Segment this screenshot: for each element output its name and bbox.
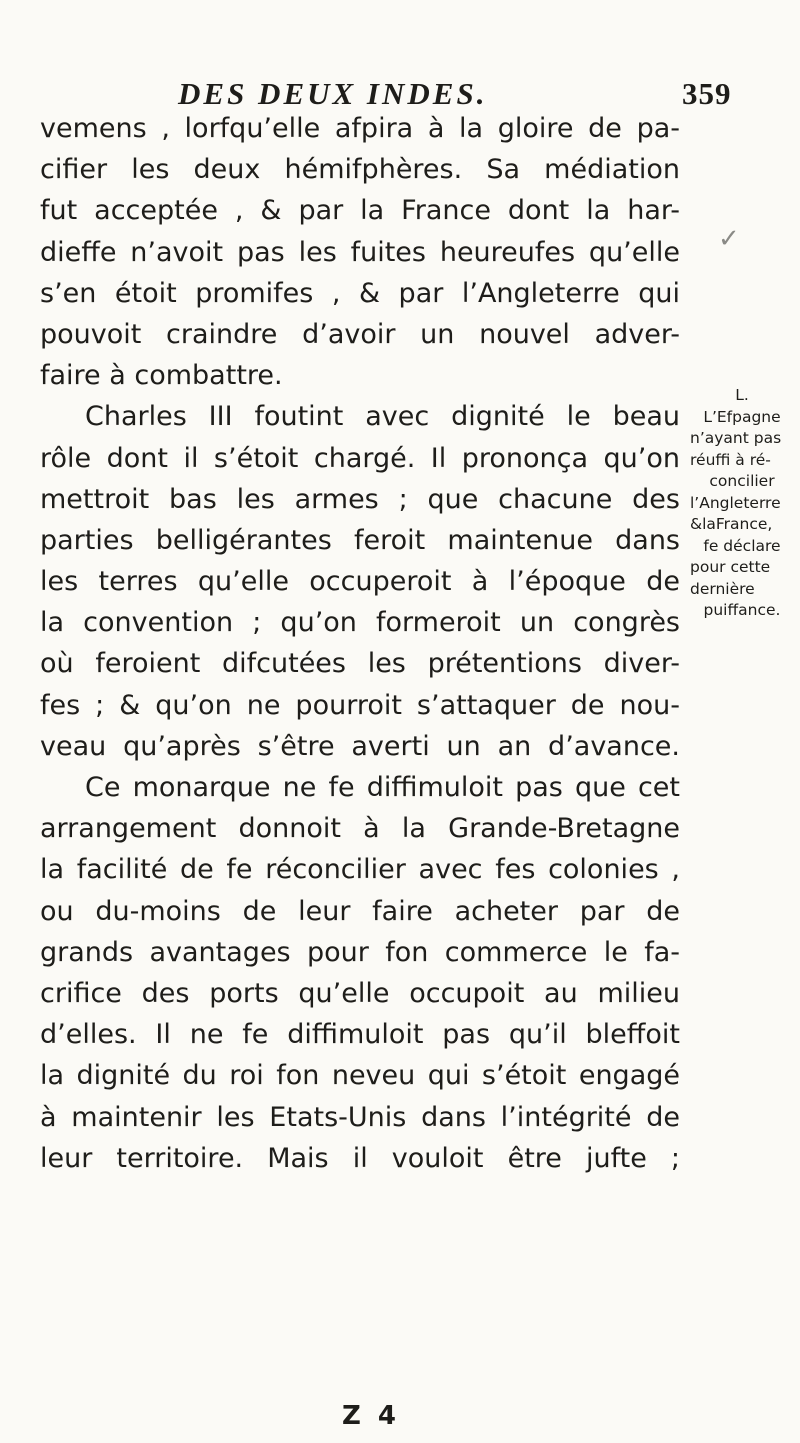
text-line: où feroient difcutées les prétentions diver- [40,648,680,680]
text-line: crifice des ports qu’elle occupoit au milieu [40,977,680,1009]
text-line: mettroit bas les armes ; que chacune des [40,483,680,515]
marginal-note-line: pour cette [690,558,771,576]
text-line: parties belligérantes feroit maintenue dans [40,524,680,556]
text-line: grands avantages pour fon commerce le fa- [40,936,680,968]
paragraph-start-line: Charles III foutint avec dignité le beau [85,401,680,433]
text-line: les terres qu’elle occuperoit à l’époque de [40,566,680,598]
marginal-note-line: dernière [690,579,755,598]
marginal-note-line: l’Angleterre [690,493,781,512]
marginal-note-line: n’ayant pas [690,429,782,447]
text-line: leur territoire. Mais il vouloit être jufte ; [40,1142,680,1174]
text-line: veau qu’après s’être averti un an d’avance. [40,730,680,762]
text-line: dieffe n’avoit pas les fuites heureufes qu’elle [40,236,680,268]
text-line: rôle dont il s’étoit chargé. Il prononça qu’on [40,442,680,474]
marginal-note-line: &laFrance, [690,515,773,533]
text-line: ou du-moins de leur faire acheter par de [40,895,680,927]
text-line: pouvoit craindre d’avoir un nouvel adver- [40,318,680,350]
marginal-note-line: L’Efpagne [703,407,781,426]
marginal-note-line: puiffance. [703,601,781,619]
marginal-note [690,385,794,622]
marginal-note-line: concilier [709,472,775,490]
text-line: fes ; & qu’on ne pourroit s’attaquer de nou- [40,689,680,721]
text-line: s’en étoit promifes , & par l’Angleterre qui [40,277,680,309]
text-line: faire à combattre. [40,360,283,392]
running-title: DES DEUX INDES. [178,76,488,111]
text-line: la dignité du roi fon neveu qui s’étoit engagé [40,1060,680,1092]
marginal-note-number: L. [735,386,749,404]
text-line: vemens , lorfqu’elle afpira à la gloire de pa- [40,113,680,144]
marginal-note-line: réuffi à ré- [690,450,771,469]
page-number: 359 [682,76,732,111]
text-line: à maintenir les Etats-Unis dans l’intégrité de [40,1101,680,1133]
body-text [40,108,680,1179]
text-line: la convention ; qu’on formeroit un congrès [40,607,680,639]
text-line: d’elles. Il ne fe diffimuloit pas qu’il bleffoit [40,1019,680,1051]
marginal-note-line: fe déclare [703,536,781,555]
text-line: Ce monarque ne fe diffimuloit pas que cet [85,772,680,803]
signature-mark: Z 4 [342,1401,400,1431]
text-line: la facilité de fe réconcilier avec fes colonies , [40,854,680,886]
margin-check-mark: ✓ [718,224,740,254]
text-line: fut acceptée , & par la France dont la har- [40,195,680,227]
text-line: cifier les deux hémifphères. Sa médiation [40,154,680,186]
text-line: arrangement donnoit à la Grande-Bretagne [40,813,680,845]
